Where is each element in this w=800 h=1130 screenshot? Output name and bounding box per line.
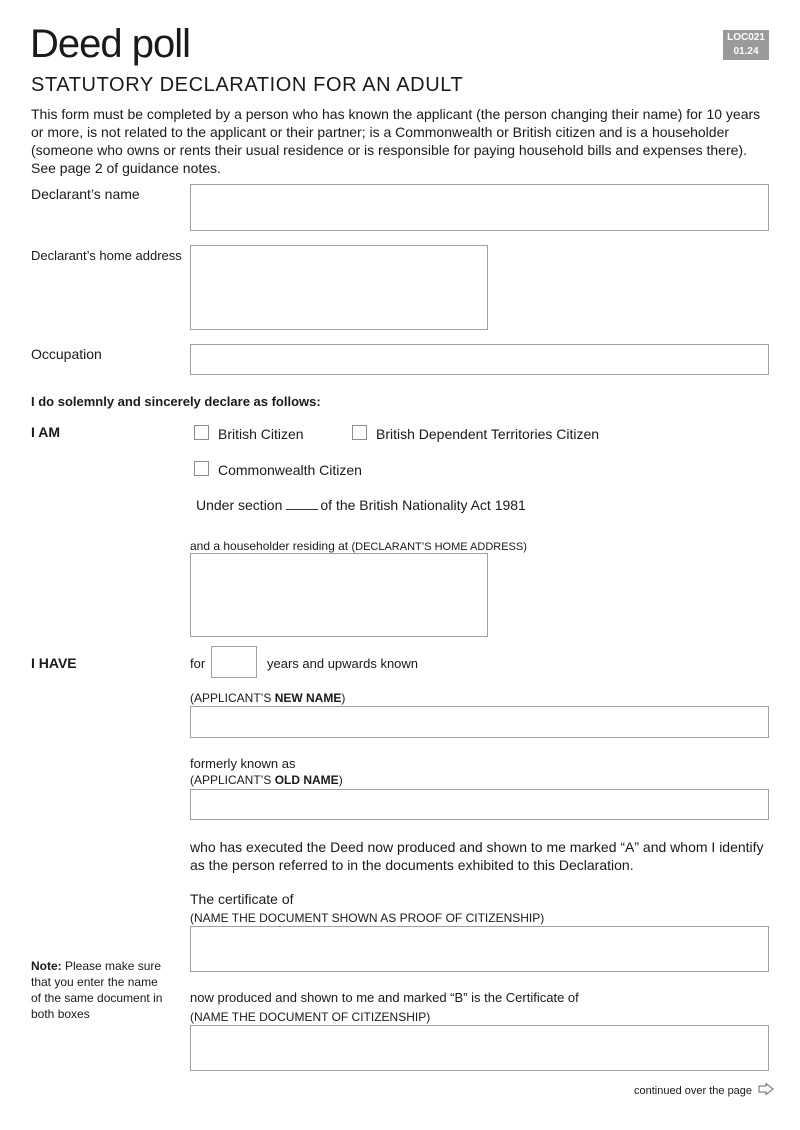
certificate-text: The certificate of [190, 891, 294, 907]
certificate-hint: (NAME THE DOCUMENT SHOWN AS PROOF OF CITIZENSHIP) [190, 911, 545, 925]
british-citizen-checkbox[interactable] [194, 425, 209, 440]
new-name-hint-bold: NEW NAME [274, 691, 342, 705]
page-title: Deed poll [30, 22, 191, 66]
section-line [196, 497, 526, 513]
years-known-field[interactable] [211, 646, 257, 678]
householder-address-field[interactable] [190, 553, 488, 637]
old-name-hint [190, 773, 343, 787]
householder-text: and a householder residing at [190, 539, 349, 553]
new-name-hint-prefix: (APPLICANT’S [190, 691, 275, 705]
continued-text: continued over the page [634, 1084, 753, 1097]
for-text: for [190, 656, 206, 671]
section-suffix: of the British Nationality Act 1981 [320, 497, 526, 513]
footer [634, 1083, 774, 1098]
form-code-badge [723, 30, 769, 60]
householder-hint: (DECLARANT’S HOME ADDRESS) [351, 541, 527, 553]
arrow-right-outline-icon [758, 1083, 774, 1098]
old-name-hint-suffix: ) [338, 773, 343, 787]
page-subtitle: STATUTORY DECLARATION FOR AN ADULT [31, 74, 464, 96]
bdt-citizen-checkbox[interactable] [352, 425, 367, 440]
bdt-citizen-label: British Dependent Territories Citizen [376, 426, 600, 442]
declarant-name-label: Declarant’s name [31, 186, 140, 202]
section-prefix: Under section [196, 497, 283, 513]
old-name-hint-prefix: (APPLICANT’S [190, 773, 275, 787]
declarant-address-label: Declarant’s home address [31, 248, 182, 263]
new-name-hint [190, 691, 345, 705]
commonwealth-citizen-label: Commonwealth Citizen [218, 462, 362, 478]
commonwealth-citizen-checkbox[interactable] [194, 461, 209, 476]
intro-text: This form must be completed by a person who has known the applicant (the person changing their name) for 10 years or more, is not related to the applicant or their partner; is a Commonwealth or British citizen and is a householder (someone who owns or rents their usual residence or is responsible for paying household bills and expenses there). See page 2 of guidance notes. [31, 106, 761, 176]
i-am-label: I AM [31, 424, 61, 440]
occupation-field[interactable] [190, 344, 769, 375]
declaration-heading: I do solemnly and sincerely declare as follows: [31, 394, 321, 409]
note-bold: Note: [31, 959, 62, 973]
new-name-hint-suffix: ) [341, 691, 346, 705]
i-have-label: I HAVE [31, 655, 77, 671]
british-citizen-label: British Citizen [218, 426, 304, 442]
executed-text: who has executed the Deed now produced and shown to me marked “A” and whom I identify as the person referred to in the documents exhibited to this Declaration. [190, 839, 764, 873]
new-name-field[interactable] [190, 706, 769, 738]
section-number-blank[interactable] [286, 508, 318, 510]
occupation-label: Occupation [31, 346, 102, 362]
form-version: 01.24 [733, 46, 759, 57]
years-text: years and upwards known [267, 656, 419, 671]
declarant-name-field[interactable] [190, 184, 769, 231]
citizenship-proof-field[interactable] [190, 926, 769, 972]
householder-line [190, 539, 527, 553]
form-code: LOC021 [727, 32, 765, 43]
produced-text: now produced and shown to me and marked “B” is the Certificate of [190, 990, 579, 1005]
produced-hint: (NAME THE DOCUMENT OF CITIZENSHIP) [190, 1010, 431, 1024]
declarant-address-field[interactable] [190, 245, 488, 330]
note [31, 958, 171, 1022]
formerly-text: formerly known as [190, 756, 296, 771]
note-text: Please make sure that you enter the name of the same document in both boxes [31, 959, 163, 1021]
citizenship-document-field[interactable] [190, 1025, 769, 1071]
old-name-hint-bold: OLD NAME [274, 773, 339, 787]
old-name-field[interactable] [190, 789, 769, 820]
